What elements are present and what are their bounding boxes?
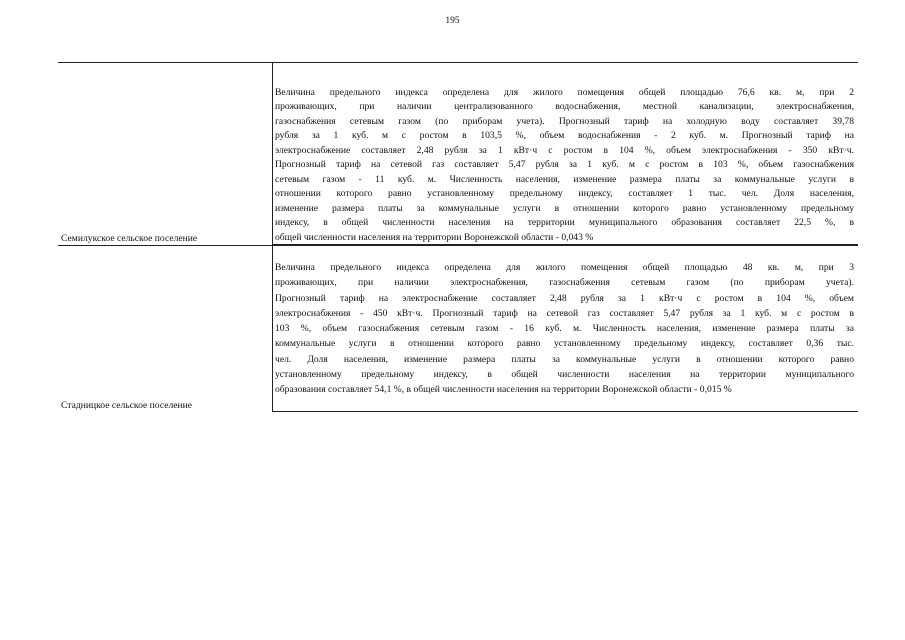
description-line: чел. Доля населения, изменение размера платы за коммунальные услуги в отношении которого равно [275,353,854,365]
description-line: изменение размера платы за коммунальные услуги в отношении которого равно установленному предельному [275,202,854,214]
page-number: 195 [445,16,460,26]
description-line: общей численности населения на территории Воронежской области - 0,043 % [275,231,594,243]
table-row [58,62,858,245]
description-line: электроснабжения - 450 кВт·ч. Прогнозный тариф на сетевой газ составляет 5,47 рубля за 1 куб. м с ростом в [275,307,854,319]
description-line: индексу, в общей численности населения на территории муниципального образования составляет 22,5 %, в [275,217,854,229]
description-line: рубля за 1 куб. м с ростом в 103,5 %, объем водоснабжения - 2 куб. м. Прогнозный тариф на [275,130,854,142]
description-line: коммунальные услуги в отношении которого равно установленному предельному индексу, составляет 0,36 тыс. [275,338,854,350]
description-line: Прогнозный тариф на сетевой газ составляет 5,47 рубля за 1 куб. м с ростом в 103 %, объем газоснабжения [275,159,854,171]
description-line: 103 %, объем газоснабжения сетевым газом - 16 куб. м. Численность населения, изменение размера платы за [275,323,854,335]
settlement-name-cell [58,246,272,412]
description-line: отношении которого равно установленному предельному индексу, составляет 1 тыс. чел. Доля населения, [275,188,854,200]
description-line: Величина предельного индекса определена для жилого помещения общей площадью 48 кв. м, при 3 [275,262,854,273]
description-line: сетевым газом - 11 куб. м. Численность населения, изменение размера платы за коммунальные услуги в [275,173,854,185]
settlement-name: Семилукское сельское поселение [61,233,198,244]
description-line: проживающих, при наличии централизованного водоснабжения, местной канализации, электроснабжения, [275,101,854,113]
description-line: электроснабжение составляет 2,48 рубля за 1 кВт·ч с ростом в 104 %, объем электроснабжения - 350 кВт·ч. [275,144,854,156]
description-cell [272,63,858,245]
description-line: Величина предельного индекса определена для жилого помещения общей площадью 76,6 кв. м, при 2 [275,87,854,98]
table-row [58,245,858,412]
settlement-name-cell [58,63,272,245]
description-line: проживающих, при наличии электроснабжения, газоснабжения сетевым газом (по приборам учета). [275,277,854,289]
description-line: Прогнозный тариф на электроснабжение составляет 2,48 рубля за 1 кВт·ч с ростом в 104 %, объем [275,292,854,304]
description-line: газоснабжения сетевым газом (по приборам учета). Прогнозный тариф на холодную воду составляет 39,78 [275,115,854,127]
settlement-name: Стадницкое сельское поселение [61,400,193,411]
description-line: установленному предельному индексу, в общей численности населения на территории муниципального [275,369,854,381]
document-table [58,62,858,412]
description-cell [272,246,858,412]
description-line: образования составляет 54,1 %, в общей численности населения на территории Воронежской области - 0,015 % [275,384,732,396]
